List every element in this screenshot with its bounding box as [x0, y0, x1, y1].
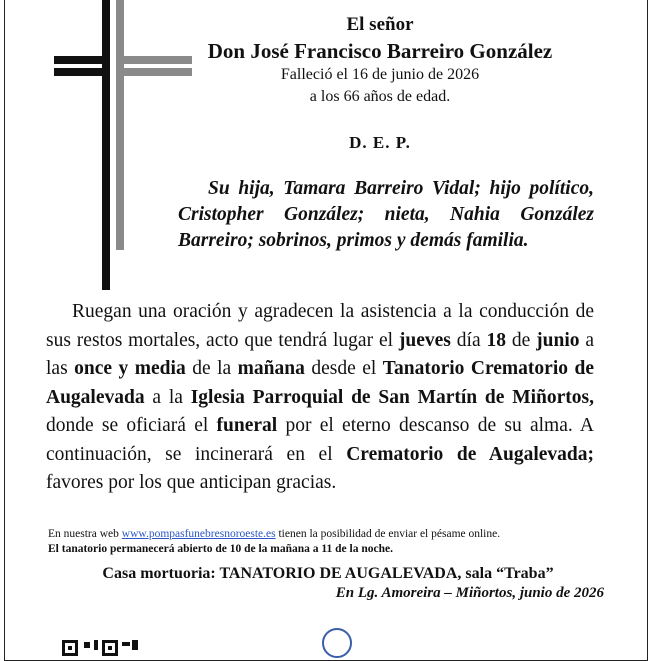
place-and-date: En Lg. Amoreira – Miñortos, junio de 2026 — [335, 585, 604, 601]
website-link[interactable]: www.pompasfunebresnoroeste.es — [121, 528, 276, 540]
salutation: El señor — [346, 14, 414, 35]
opening-hours: El tanatorio permanecerá abierto de 10 de la mañana a 11 de la noche. — [48, 543, 393, 555]
deceased-header — [180, 14, 580, 108]
cross-icon — [54, 0, 194, 300]
ceremony-details: Ruegan una oración y agradecen la asistencia a la conducción de sus restos mortales, acto que tendrá lugar el jueves día 18 de junio a las once y media de la mañana desde el Tanatorio Crematorio de Augalevada a la Iglesia Parroquial de San Martín de Miñortos, donde se oficiará el funeral por el eterno descanso de su alma. A continuación, se incinerará en el Crematorio de Augalevada; favores por los que anticipan gracias. — [46, 301, 595, 493]
company-logo-icon — [322, 628, 352, 658]
qr-code-icon — [62, 636, 142, 656]
death-date: Falleció el 16 de junio de 2026 — [280, 66, 480, 83]
funeral-home: Casa mortuoria: TANATORIO DE AUGALEVADA, sala “Traba” — [102, 565, 554, 582]
rest-in-peace: D. E. P. — [349, 133, 411, 152]
online-condolences-notice: En nuestra web www.pompasfunebresnoroeste.es tienen la posibilidad de enviar el pésame online. — [48, 528, 501, 540]
age-at-death: a los 66 años de edad. — [309, 88, 451, 105]
family-members: Su hija, Tamara Barreiro Vidal; hijo político, Cristopher González; nieta, Nahia González Barreiro; sobrinos, primos y demás familia. — [178, 178, 594, 251]
deceased-name: Don José Francisco Barreiro González — [207, 39, 553, 63]
